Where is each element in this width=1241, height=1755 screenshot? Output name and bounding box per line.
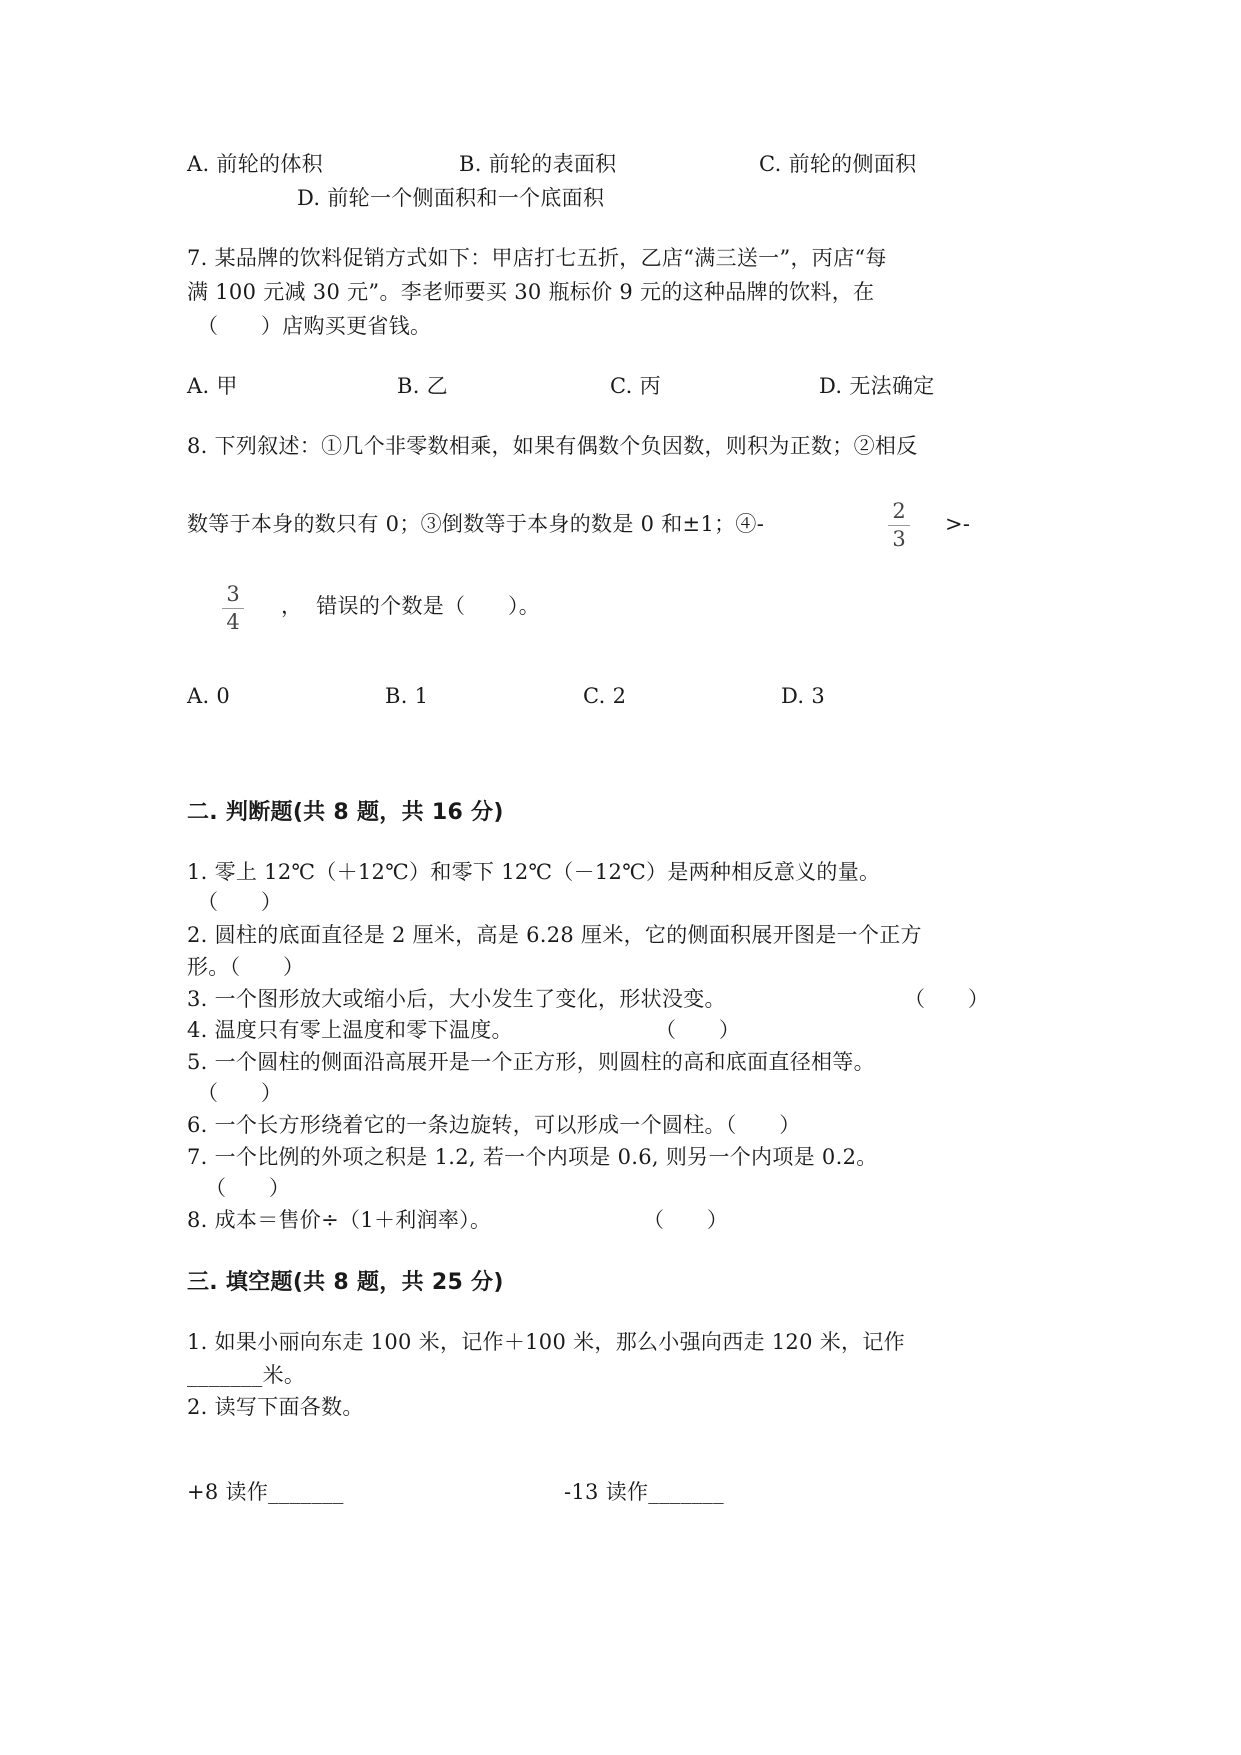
q8-option-a: A. 0	[187, 684, 231, 708]
fraction-denominator: 4	[226, 610, 240, 635]
q7-line-1: 7. 某品牌的饮料促销方式如下：甲店打七五折，乙店“满三送一”，丙店“每	[187, 246, 887, 270]
section-2-title: 二. 判断题(共 8 题，共 16 分)	[187, 800, 504, 825]
tf-item-4: 4. 温度只有零上温度和零下温度。	[187, 1018, 513, 1042]
fraction-numerator: 3	[226, 582, 240, 606]
q8-line-3: ， 错误的个数是（ ）。	[281, 594, 541, 618]
q7-option-b: B. 乙	[397, 374, 448, 398]
fraction-two-thirds	[887, 500, 911, 551]
q8-greater-than: >-	[945, 512, 971, 536]
tf-item-3-blank: （ ）	[904, 987, 990, 1011]
q6-option-c: C. 前轮的侧面积	[759, 152, 917, 176]
fraction-bar	[222, 608, 244, 609]
q8-option-b: B. 1	[385, 684, 429, 708]
tf-item-1: 1. 零上 12℃（＋12℃）和零下 12℃（－12℃）是两种相反意义的量。	[187, 860, 881, 884]
fraction-denominator: 3	[892, 527, 906, 552]
tf-item-7-blank: （ ）	[205, 1176, 291, 1200]
q7-option-d: D. 无法确定	[819, 374, 935, 398]
q8-option-c: C. 2	[583, 684, 627, 708]
q8-option-d: D. 3	[781, 684, 825, 708]
tf-item-7: 7. 一个比例的外项之积是 1.2, 若一个内项是 0.6, 则另一个内项是 0.2。	[187, 1145, 878, 1169]
q7-option-a: A. 甲	[187, 374, 238, 398]
tf-item-2: 2. 圆柱的底面直径是 2 厘米，高是 6.28 厘米，它的侧面积展开图是一个正方	[187, 923, 922, 947]
q8-line-1: 8. 下列叙述：①几个非零数相乘，如果有偶数个负因数，则积为正数；②相反	[187, 434, 918, 458]
q7-line-3: （ ）店购买更省钱。	[197, 314, 432, 338]
tf-item-2-cont: 形。（ ）	[187, 955, 305, 979]
tf-item-6: 6. 一个长方形绕着它的一条边旋转，可以形成一个圆柱。（ ）	[187, 1113, 801, 1137]
fraction-three-quarters	[221, 583, 245, 634]
q7-option-c: C. 丙	[610, 374, 661, 398]
tf-item-4-blank: （ ）	[655, 1018, 741, 1042]
section-3-title: 三. 填空题(共 8 题，共 25 分)	[187, 1270, 504, 1295]
fraction-bar	[888, 525, 910, 526]
tf-item-8: 8. 成本＝售价÷（1＋利润率）。	[187, 1208, 492, 1232]
tf-item-3: 3. 一个图形放大或缩小后，大小发生了变化，形状没变。	[187, 987, 726, 1011]
read-minus-13: -13 读作_______	[564, 1480, 724, 1504]
read-plus-8: +8 读作_______	[187, 1480, 344, 1504]
q6-option-d: D. 前轮一个侧面积和一个底面积	[297, 186, 605, 210]
fill-item-1-blank: _______米。	[187, 1363, 306, 1387]
q6-option-a: A. 前轮的体积	[187, 152, 323, 176]
tf-item-5-blank: （ ）	[197, 1081, 283, 1105]
q8-line-2: 数等于本身的数只有 0；③倒数等于本身的数是 0 和±1；④-	[187, 512, 765, 536]
fill-item-1: 1. 如果小丽向东走 100 米，记作＋100 米，那么小强向西走 120 米，记作	[187, 1330, 905, 1354]
q7-line-2: 满 100 元减 30 元”。李老师要买 30 瓶标价 9 元的这种品牌的饮料，在	[187, 280, 875, 304]
q6-option-b: B. 前轮的表面积	[459, 152, 617, 176]
tf-item-8-blank: （ ）	[643, 1208, 729, 1232]
fill-item-2: 2. 读写下面各数。	[187, 1395, 364, 1419]
fraction-numerator: 2	[892, 499, 906, 523]
tf-item-1-blank: （ ）	[197, 890, 283, 914]
tf-item-5: 5. 一个圆柱的侧面沿高展开是一个正方形，则圆柱的高和底面直径相等。	[187, 1050, 875, 1074]
